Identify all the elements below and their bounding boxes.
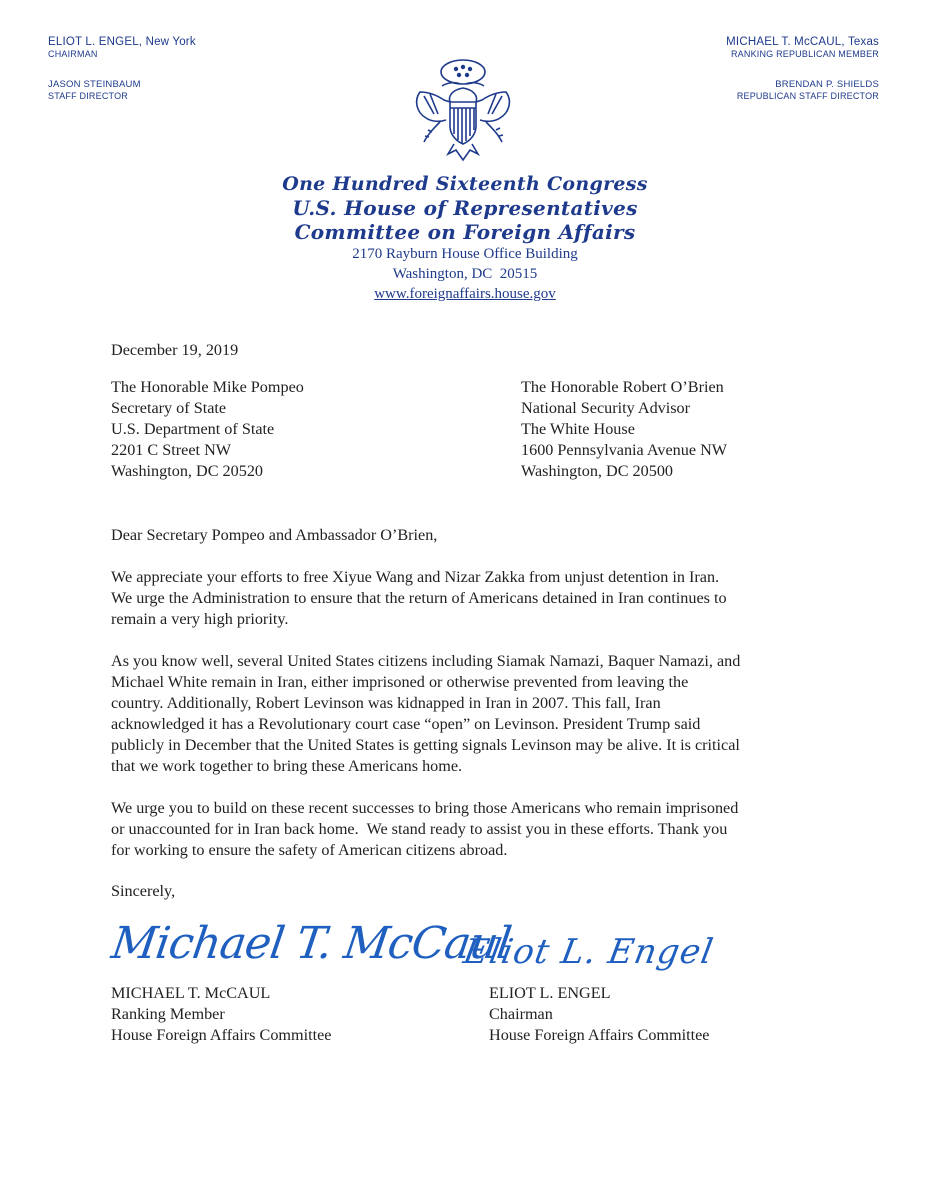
ranking-member-name: MICHAEL T. McCAUL, Texas: [726, 36, 879, 48]
recipient-2-line: The Honorable Robert O’Brien: [521, 378, 724, 396]
signatory-committee: House Foreign Affairs Committee: [489, 1026, 710, 1044]
staff-director-title: STAFF DIRECTOR: [48, 90, 128, 101]
signatory-title: Ranking Member: [111, 1005, 225, 1023]
recipient-1-line: Secretary of State: [111, 399, 227, 417]
recipient-2-line: Washington, DC 20500: [521, 462, 674, 480]
chairman-name: ELIOT L. ENGEL, New York: [48, 36, 196, 48]
recipient-block-2: [521, 377, 727, 482]
recipient-1-line: U.S. Department of State: [111, 420, 275, 438]
letter-date: December 19, 2019: [111, 341, 239, 359]
paragraph-3: [111, 798, 738, 861]
paragraph-line: We urge you to build on these recent successes to bring those Americans who remain imprisoned: [111, 799, 739, 817]
signatory-name: MICHAEL T. McCAUL: [111, 984, 271, 1002]
masthead: [250, 172, 680, 304]
recipient-1-line: Washington, DC 20520: [111, 462, 264, 480]
paragraph-line: We urge the Administration to ensure that the return of Americans detained in Iran continues to: [111, 589, 727, 607]
paragraph-line: for working to ensure the safety of American citizens abroad.: [111, 841, 508, 859]
recipient-block-1: [111, 377, 304, 482]
recipient-2-line: National Security Advisor: [521, 399, 691, 417]
closing: Sincerely,: [111, 882, 176, 900]
engel-signature: Eliot L. Engel: [460, 932, 717, 972]
staff-director-block: [48, 80, 141, 101]
paragraph-line: acknowledged it has a Revolutionary court case “open” on Levinson. President Trump said: [111, 715, 701, 733]
staff-director-name: JASON STEINBAUM: [48, 79, 141, 90]
signatory-title: Chairman: [489, 1005, 553, 1023]
paragraph-line: remain a very high priority.: [111, 610, 289, 628]
republican-staff-title: REPUBLICAN STAFF DIRECTOR: [736, 90, 879, 101]
recipient-2-line: The White House: [521, 420, 635, 438]
chairman-block: [48, 36, 196, 60]
house-line: U.S. House of Representatives: [292, 196, 638, 220]
recipient-1-line: The Honorable Mike Pompeo: [111, 378, 304, 396]
republican-staff-name: BRENDAN P. SHIELDS: [775, 79, 879, 90]
address-line-1: 2170 Rayburn House Office Building: [352, 246, 578, 262]
website-link[interactable]: www.foreignaffairs.house.gov: [374, 286, 556, 302]
chairman-title: CHAIRMAN: [48, 49, 98, 60]
paragraph-line: As you know well, several United States citizens including Siamak Namazi, Baquer Namazi, and: [111, 652, 741, 670]
salutation: Dear Secretary Pompeo and Ambassador O’Brien,: [111, 526, 438, 544]
paragraph-line: country. Additionally, Robert Levinson was kidnapped in Iran in 2007. This fall, Iran: [111, 694, 661, 712]
signatory-block-mccaul: [111, 983, 331, 1046]
paragraph-1: [111, 567, 727, 630]
paragraph-line: publicly in December that the United States is getting signals Levinson may be alive. It is critical: [111, 736, 740, 754]
republican-staff-block: [737, 80, 879, 101]
paragraph-line: that we work together to bring these Americans home.: [111, 757, 463, 775]
committee-line: Committee on Foreign Affairs: [294, 220, 636, 244]
address-line-2: Washington, DC 20515: [392, 266, 538, 282]
signatory-committee: House Foreign Affairs Committee: [111, 1026, 332, 1044]
paragraph-line: We appreciate your efforts to free Xiyue Wang and Nizar Zakka from unjust detention in Iran.: [111, 568, 720, 586]
ranking-member-title: RANKING REPUBLICAN MEMBER: [730, 49, 879, 60]
mccaul-signature: Michael T. McCaul: [108, 918, 514, 969]
paragraph-line: Michael White remain in Iran, either imprisoned or otherwise prevented from leaving the: [111, 673, 689, 691]
ranking-member-block: [726, 36, 879, 60]
paragraph-2: [111, 651, 740, 777]
signatory-name: ELIOT L. ENGEL: [489, 984, 611, 1002]
paragraph-line: or unaccounted for in Iran back home. We stand ready to assist you in these efforts. Thank you: [111, 820, 728, 838]
great-seal-icon: [404, 56, 522, 168]
congress-line: One Hundred Sixteenth Congress: [282, 173, 648, 195]
recipient-1-line: 2201 C Street NW: [111, 441, 232, 459]
signatory-block-engel: [489, 983, 709, 1046]
recipient-2-line: 1600 Pennsylvania Avenue NW: [521, 441, 728, 459]
